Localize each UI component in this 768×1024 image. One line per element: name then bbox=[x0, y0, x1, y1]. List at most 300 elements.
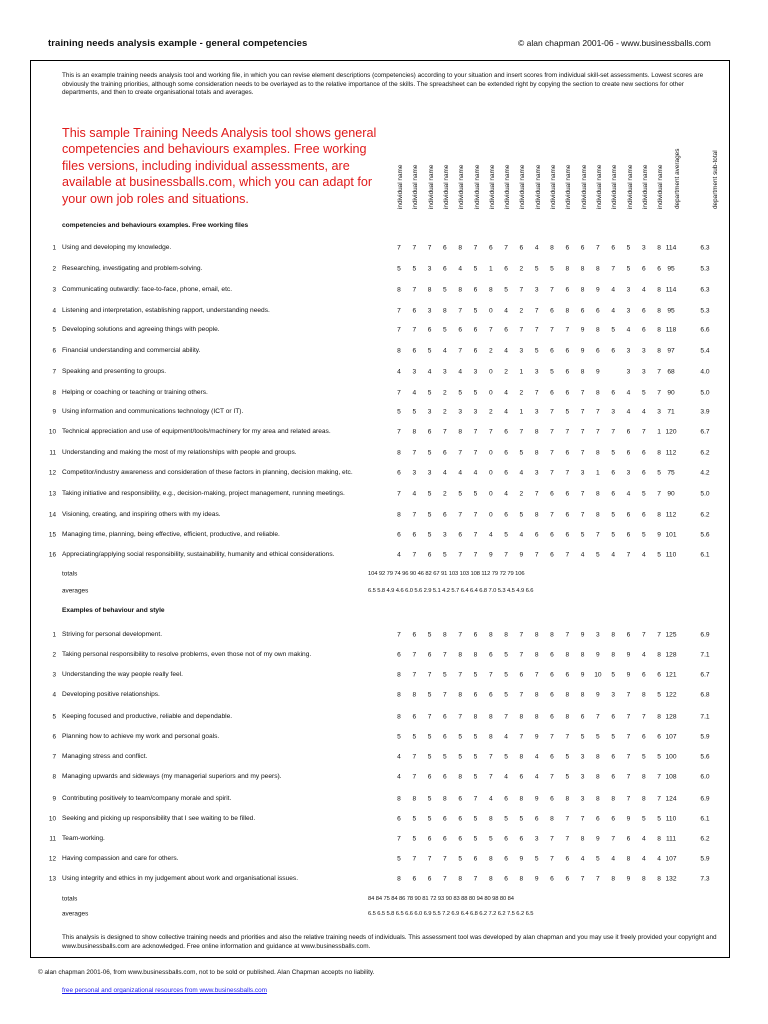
score-cell[interactable]: 4 bbox=[443, 347, 447, 355]
score-cell[interactable]: 9 bbox=[580, 671, 585, 679]
score-cell[interactable]: 5 bbox=[657, 691, 661, 699]
score-cell[interactable]: 5 bbox=[504, 531, 508, 539]
score-cell[interactable]: 7 bbox=[565, 815, 570, 823]
score-cell[interactable]: 3 bbox=[427, 408, 432, 416]
score-cell[interactable]: 1 bbox=[596, 469, 600, 477]
score-cell[interactable]: 5 bbox=[504, 286, 508, 294]
score-cell[interactable]: 5 bbox=[657, 815, 661, 823]
score-cell[interactable]: 8 bbox=[565, 795, 570, 803]
score-cell[interactable]: 6 bbox=[534, 531, 539, 539]
score-cell[interactable]: 5 bbox=[458, 490, 463, 498]
score-cell[interactable]: 3 bbox=[427, 469, 432, 477]
score-cell[interactable]: 7 bbox=[397, 307, 401, 315]
score-cell[interactable]: 8 bbox=[473, 651, 478, 659]
score-cell[interactable]: 6 bbox=[412, 307, 417, 315]
score-cell[interactable]: 7 bbox=[473, 795, 478, 803]
score-cell[interactable]: 6 bbox=[611, 713, 616, 721]
score-cell[interactable]: 2 bbox=[443, 490, 447, 498]
score-cell[interactable]: 6 bbox=[565, 511, 570, 519]
score-cell[interactable]: 4 bbox=[641, 651, 646, 659]
score-cell[interactable]: 7 bbox=[550, 428, 554, 436]
score-cell[interactable]: 6 bbox=[488, 244, 493, 252]
score-cell[interactable]: 5 bbox=[504, 815, 508, 823]
score-cell[interactable]: 4 bbox=[412, 490, 417, 498]
score-cell[interactable]: 2 bbox=[519, 490, 524, 498]
score-cell[interactable]: 3 bbox=[626, 469, 631, 477]
score-cell[interactable]: 8 bbox=[412, 691, 417, 699]
score-cell[interactable]: 7 bbox=[534, 307, 539, 315]
score-cell[interactable]: 8 bbox=[397, 347, 401, 355]
score-cell[interactable]: 8 bbox=[488, 713, 493, 721]
score-cell[interactable]: 5 bbox=[412, 265, 417, 273]
score-cell[interactable]: 7 bbox=[412, 855, 417, 863]
score-cell[interactable]: 6 bbox=[427, 551, 432, 559]
score-cell[interactable]: 6 bbox=[550, 875, 554, 883]
score-cell[interactable]: 5 bbox=[427, 449, 432, 457]
score-cell[interactable]: 8 bbox=[534, 449, 539, 457]
score-cell[interactable]: 4 bbox=[519, 469, 524, 477]
score-cell[interactable]: 3 bbox=[611, 691, 616, 699]
score-cell[interactable]: 3 bbox=[580, 469, 585, 477]
score-cell[interactable]: 5 bbox=[473, 773, 478, 781]
score-cell[interactable]: 6 bbox=[611, 244, 616, 252]
score-cell[interactable]: 7 bbox=[596, 713, 600, 721]
score-cell[interactable]: 7 bbox=[611, 835, 616, 843]
score-cell[interactable]: 5 bbox=[550, 265, 554, 273]
score-cell[interactable]: 5 bbox=[427, 511, 432, 519]
score-cell[interactable]: 6 bbox=[443, 449, 447, 457]
score-cell[interactable]: 6 bbox=[565, 244, 570, 252]
score-cell[interactable]: 3 bbox=[412, 469, 417, 477]
score-cell[interactable]: 7 bbox=[473, 875, 478, 883]
score-cell[interactable]: 5 bbox=[458, 855, 463, 863]
score-cell[interactable]: 4 bbox=[626, 490, 631, 498]
score-cell[interactable]: 0 bbox=[488, 389, 493, 397]
score-cell[interactable]: 5 bbox=[458, 389, 463, 397]
score-cell[interactable]: 5 bbox=[458, 753, 463, 761]
score-cell[interactable]: 6 bbox=[596, 347, 600, 355]
score-cell[interactable]: 8 bbox=[611, 631, 616, 639]
score-cell[interactable]: 7 bbox=[397, 631, 401, 639]
score-cell[interactable]: 6 bbox=[641, 511, 646, 519]
score-cell[interactable]: 2 bbox=[519, 307, 524, 315]
score-cell[interactable]: 7 bbox=[626, 691, 631, 699]
score-cell[interactable]: 6 bbox=[443, 713, 447, 721]
score-cell[interactable]: 6 bbox=[473, 691, 478, 699]
score-cell[interactable]: 6 bbox=[504, 428, 508, 436]
score-cell[interactable]: 6 bbox=[550, 347, 554, 355]
score-cell[interactable]: 6 bbox=[519, 835, 524, 843]
score-cell[interactable]: 8 bbox=[596, 449, 600, 457]
score-cell[interactable]: 2 bbox=[443, 389, 447, 397]
score-cell[interactable]: 7 bbox=[443, 855, 447, 863]
score-cell[interactable]: 3 bbox=[427, 307, 432, 315]
score-cell[interactable]: 6 bbox=[641, 449, 646, 457]
score-cell[interactable]: 8 bbox=[550, 631, 554, 639]
score-cell[interactable]: 5 bbox=[580, 531, 585, 539]
score-cell[interactable]: 8 bbox=[397, 449, 401, 457]
score-cell[interactable]: 4 bbox=[504, 408, 508, 416]
score-cell[interactable]: 6 bbox=[458, 531, 463, 539]
score-cell[interactable]: 9 bbox=[626, 651, 631, 659]
score-cell[interactable]: 5 bbox=[550, 368, 554, 376]
score-cell[interactable]: 6 bbox=[611, 389, 616, 397]
score-cell[interactable]: 7 bbox=[534, 551, 539, 559]
score-cell[interactable]: 8 bbox=[580, 651, 585, 659]
score-cell[interactable]: 5 bbox=[626, 265, 631, 273]
score-cell[interactable]: 6 bbox=[519, 671, 524, 679]
score-cell[interactable]: 7 bbox=[641, 713, 646, 721]
score-cell[interactable]: 7 bbox=[596, 244, 600, 252]
score-cell[interactable]: 5 bbox=[397, 855, 401, 863]
score-cell[interactable]: 7 bbox=[657, 631, 661, 639]
score-cell[interactable]: 8 bbox=[519, 795, 524, 803]
score-cell[interactable]: 4 bbox=[626, 326, 631, 334]
score-cell[interactable]: 7 bbox=[473, 551, 478, 559]
score-cell[interactable]: 6 bbox=[550, 713, 554, 721]
score-cell[interactable]: 8 bbox=[534, 691, 539, 699]
score-cell[interactable]: 6 bbox=[626, 449, 631, 457]
score-cell[interactable]: 8 bbox=[550, 244, 554, 252]
score-cell[interactable]: 7 bbox=[397, 326, 401, 334]
score-cell[interactable]: 7 bbox=[580, 389, 585, 397]
score-cell[interactable]: 8 bbox=[412, 428, 417, 436]
score-cell[interactable]: 7 bbox=[488, 753, 493, 761]
score-cell[interactable]: 8 bbox=[397, 671, 401, 679]
score-cell[interactable]: 9 bbox=[626, 671, 631, 679]
score-cell[interactable]: 7 bbox=[580, 511, 585, 519]
score-cell[interactable]: 8 bbox=[611, 875, 616, 883]
score-cell[interactable]: 7 bbox=[504, 551, 508, 559]
score-cell[interactable]: 0 bbox=[488, 490, 493, 498]
score-cell[interactable]: 6 bbox=[657, 671, 661, 679]
score-cell[interactable]: 4 bbox=[504, 389, 508, 397]
score-cell[interactable]: 5 bbox=[427, 389, 432, 397]
score-cell[interactable]: 9 bbox=[534, 875, 539, 883]
score-cell[interactable]: 8 bbox=[657, 835, 661, 843]
score-cell[interactable]: 8 bbox=[504, 631, 508, 639]
score-cell[interactable]: 7 bbox=[412, 449, 417, 457]
score-cell[interactable]: 5 bbox=[611, 449, 616, 457]
score-cell[interactable]: 8 bbox=[534, 651, 539, 659]
score-cell[interactable]: 7 bbox=[458, 551, 463, 559]
score-cell[interactable]: 8 bbox=[657, 307, 661, 315]
score-cell[interactable]: 6 bbox=[550, 389, 554, 397]
score-cell[interactable]: 5 bbox=[641, 490, 646, 498]
score-cell[interactable]: 9 bbox=[534, 795, 539, 803]
score-cell[interactable]: 7 bbox=[550, 469, 554, 477]
score-cell[interactable]: 6 bbox=[473, 631, 478, 639]
score-cell[interactable]: 5 bbox=[443, 286, 447, 294]
score-cell[interactable]: 8 bbox=[534, 713, 539, 721]
score-cell[interactable]: 5 bbox=[641, 815, 646, 823]
score-cell[interactable]: 6 bbox=[626, 531, 631, 539]
score-cell[interactable]: 5 bbox=[427, 531, 432, 539]
score-cell[interactable]: 6 bbox=[504, 875, 508, 883]
score-cell[interactable]: 4 bbox=[641, 835, 646, 843]
score-cell[interactable]: 7 bbox=[443, 651, 447, 659]
score-cell[interactable]: 5 bbox=[611, 511, 616, 519]
score-cell[interactable]: 6 bbox=[626, 631, 631, 639]
score-cell[interactable]: 3 bbox=[580, 773, 585, 781]
score-cell[interactable]: 3 bbox=[534, 835, 539, 843]
score-cell[interactable]: 7 bbox=[519, 631, 524, 639]
score-cell[interactable]: 7 bbox=[657, 389, 661, 397]
score-cell[interactable]: 8 bbox=[473, 713, 478, 721]
score-cell[interactable]: 4 bbox=[641, 286, 646, 294]
score-cell[interactable]: 5 bbox=[565, 773, 570, 781]
score-cell[interactable]: 6 bbox=[565, 368, 570, 376]
score-cell[interactable]: 6 bbox=[596, 307, 600, 315]
score-cell[interactable]: 6 bbox=[657, 733, 661, 741]
score-cell[interactable]: 2 bbox=[488, 347, 493, 355]
score-cell[interactable]: 5 bbox=[641, 753, 646, 761]
score-cell[interactable]: 4 bbox=[626, 389, 631, 397]
score-cell[interactable]: 8 bbox=[596, 389, 600, 397]
score-cell[interactable]: 7 bbox=[626, 795, 631, 803]
score-cell[interactable]: 4 bbox=[534, 773, 539, 781]
score-cell[interactable]: 8 bbox=[412, 795, 417, 803]
score-cell[interactable]: 3 bbox=[443, 531, 447, 539]
score-cell[interactable]: 7 bbox=[488, 428, 493, 436]
score-cell[interactable]: 4 bbox=[443, 469, 447, 477]
score-cell[interactable]: 6 bbox=[412, 347, 417, 355]
score-cell[interactable]: 8 bbox=[550, 815, 554, 823]
score-cell[interactable]: 7 bbox=[596, 875, 600, 883]
score-cell[interactable]: 8 bbox=[565, 691, 570, 699]
score-cell[interactable]: 4 bbox=[580, 855, 585, 863]
score-cell[interactable]: 0 bbox=[488, 511, 493, 519]
score-cell[interactable]: 6 bbox=[473, 855, 478, 863]
score-cell[interactable]: 6 bbox=[641, 265, 646, 273]
score-cell[interactable]: 9 bbox=[519, 855, 524, 863]
score-cell[interactable]: 5 bbox=[641, 389, 646, 397]
score-cell[interactable]: 7 bbox=[412, 773, 417, 781]
score-cell[interactable]: 4 bbox=[412, 389, 417, 397]
score-cell[interactable]: 5 bbox=[534, 347, 539, 355]
score-cell[interactable]: 4 bbox=[534, 753, 539, 761]
score-cell[interactable]: 5 bbox=[565, 753, 570, 761]
score-cell[interactable]: 6 bbox=[519, 773, 524, 781]
score-cell[interactable]: 6 bbox=[504, 855, 508, 863]
score-cell[interactable]: 6 bbox=[504, 469, 508, 477]
score-cell[interactable]: 5 bbox=[427, 631, 432, 639]
score-cell[interactable]: 7 bbox=[427, 713, 432, 721]
score-cell[interactable]: 7 bbox=[611, 428, 616, 436]
score-cell[interactable]: 6 bbox=[473, 286, 478, 294]
score-cell[interactable]: 7 bbox=[550, 733, 554, 741]
score-cell[interactable]: 4 bbox=[611, 286, 616, 294]
score-cell[interactable]: 6 bbox=[458, 815, 463, 823]
score-cell[interactable]: 8 bbox=[565, 713, 570, 721]
score-cell[interactable]: 6 bbox=[443, 265, 447, 273]
score-cell[interactable]: 4 bbox=[504, 773, 508, 781]
score-cell[interactable]: 8 bbox=[626, 855, 631, 863]
score-cell[interactable]: 6 bbox=[397, 651, 401, 659]
score-cell[interactable]: 0 bbox=[488, 368, 493, 376]
score-cell[interactable]: 0 bbox=[488, 449, 493, 457]
score-cell[interactable]: 5 bbox=[565, 408, 570, 416]
score-cell[interactable]: 5 bbox=[473, 835, 478, 843]
score-cell[interactable]: 6 bbox=[427, 773, 432, 781]
score-cell[interactable]: 7 bbox=[397, 835, 401, 843]
score-cell[interactable]: 6 bbox=[641, 307, 646, 315]
score-cell[interactable]: 7 bbox=[443, 875, 447, 883]
score-cell[interactable]: 7 bbox=[458, 449, 463, 457]
score-cell[interactable]: 8 bbox=[397, 795, 401, 803]
score-cell[interactable]: 3 bbox=[458, 408, 463, 416]
score-cell[interactable]: 7 bbox=[397, 244, 401, 252]
score-cell[interactable]: 7 bbox=[580, 408, 585, 416]
score-cell[interactable]: 4 bbox=[504, 490, 508, 498]
score-cell[interactable]: 7 bbox=[473, 531, 478, 539]
score-cell[interactable]: 5 bbox=[473, 490, 478, 498]
score-cell[interactable]: 8 bbox=[458, 286, 463, 294]
score-cell[interactable]: 6 bbox=[565, 286, 570, 294]
score-cell[interactable]: 4 bbox=[427, 368, 432, 376]
score-cell[interactable]: 8 bbox=[641, 773, 646, 781]
score-cell[interactable]: 5 bbox=[504, 651, 508, 659]
score-cell[interactable]: 4 bbox=[641, 855, 646, 863]
score-cell[interactable]: 6 bbox=[565, 855, 570, 863]
score-cell[interactable]: 7 bbox=[641, 631, 646, 639]
score-cell[interactable]: 5 bbox=[473, 389, 478, 397]
score-cell[interactable]: 8 bbox=[611, 795, 616, 803]
score-cell[interactable]: 5 bbox=[534, 855, 539, 863]
score-cell[interactable]: 7 bbox=[519, 733, 524, 741]
score-cell[interactable]: 5 bbox=[473, 815, 478, 823]
score-cell[interactable]: 6 bbox=[565, 671, 570, 679]
score-cell[interactable]: 3 bbox=[626, 347, 631, 355]
score-cell[interactable]: 7 bbox=[412, 286, 417, 294]
score-cell[interactable]: 7 bbox=[458, 671, 463, 679]
score-cell[interactable]: 6 bbox=[550, 551, 554, 559]
score-cell[interactable]: 5 bbox=[473, 753, 478, 761]
score-cell[interactable]: 3 bbox=[443, 368, 447, 376]
score-cell[interactable]: 4 bbox=[534, 244, 539, 252]
score-cell[interactable]: 7 bbox=[580, 428, 585, 436]
score-cell[interactable]: 7 bbox=[427, 855, 432, 863]
score-cell[interactable]: 6 bbox=[550, 531, 554, 539]
score-cell[interactable]: 8 bbox=[458, 773, 463, 781]
score-cell[interactable]: 5 bbox=[641, 531, 646, 539]
score-cell[interactable]: 5 bbox=[397, 265, 401, 273]
score-cell[interactable]: 7 bbox=[596, 428, 600, 436]
score-cell[interactable]: 4 bbox=[397, 753, 401, 761]
score-cell[interactable]: 8 bbox=[458, 244, 463, 252]
score-cell[interactable]: 3 bbox=[534, 368, 539, 376]
score-cell[interactable]: 5 bbox=[397, 408, 401, 416]
score-cell[interactable]: 5 bbox=[657, 753, 661, 761]
score-cell[interactable]: 7 bbox=[534, 389, 539, 397]
score-cell[interactable]: 8 bbox=[565, 307, 570, 315]
score-cell[interactable]: 5 bbox=[473, 671, 478, 679]
score-cell[interactable]: 4 bbox=[458, 469, 463, 477]
score-cell[interactable]: 6 bbox=[412, 531, 417, 539]
score-cell[interactable]: 7 bbox=[550, 511, 554, 519]
score-cell[interactable]: 4 bbox=[504, 307, 508, 315]
score-cell[interactable]: 8 bbox=[519, 753, 524, 761]
score-cell[interactable]: 5 bbox=[519, 449, 524, 457]
score-cell[interactable]: 8 bbox=[458, 691, 463, 699]
score-cell[interactable]: 7 bbox=[397, 490, 401, 498]
score-cell[interactable]: 7 bbox=[626, 713, 631, 721]
score-cell[interactable]: 7 bbox=[550, 449, 554, 457]
score-cell[interactable]: 3 bbox=[626, 286, 631, 294]
score-cell[interactable]: 6 bbox=[657, 265, 661, 273]
score-cell[interactable]: 7 bbox=[550, 773, 554, 781]
score-cell[interactable]: 5 bbox=[397, 733, 401, 741]
score-cell[interactable]: 1 bbox=[488, 265, 493, 273]
score-cell[interactable]: 5 bbox=[473, 265, 478, 273]
score-cell[interactable]: 8 bbox=[488, 875, 493, 883]
score-cell[interactable]: 7 bbox=[565, 733, 570, 741]
score-cell[interactable]: 8 bbox=[580, 286, 585, 294]
score-cell[interactable]: 5 bbox=[443, 326, 447, 334]
score-cell[interactable]: 6 bbox=[626, 511, 631, 519]
score-cell[interactable]: 8 bbox=[397, 691, 401, 699]
score-cell[interactable]: 7 bbox=[412, 244, 417, 252]
score-cell[interactable]: 7 bbox=[565, 469, 570, 477]
score-cell[interactable]: 7 bbox=[626, 733, 631, 741]
score-cell[interactable]: 7 bbox=[488, 671, 493, 679]
score-cell[interactable]: 3 bbox=[412, 368, 417, 376]
score-cell[interactable]: 5 bbox=[504, 671, 508, 679]
score-cell[interactable]: 7 bbox=[519, 651, 524, 659]
score-cell[interactable]: 6 bbox=[550, 490, 554, 498]
score-cell[interactable]: 6 bbox=[443, 511, 447, 519]
score-cell[interactable]: 7 bbox=[626, 773, 631, 781]
score-cell[interactable]: 7 bbox=[565, 631, 570, 639]
score-cell[interactable]: 6 bbox=[550, 753, 554, 761]
score-cell[interactable]: 7 bbox=[443, 691, 447, 699]
score-cell[interactable]: 7 bbox=[580, 875, 585, 883]
score-cell[interactable]: 6 bbox=[412, 713, 417, 721]
score-cell[interactable]: 6 bbox=[565, 531, 570, 539]
score-cell[interactable]: 7 bbox=[565, 551, 570, 559]
score-cell[interactable]: 6 bbox=[397, 815, 401, 823]
score-cell[interactable]: 9 bbox=[596, 651, 600, 659]
score-cell[interactable]: 7 bbox=[412, 753, 417, 761]
score-cell[interactable]: 3 bbox=[534, 286, 539, 294]
score-cell[interactable]: 6 bbox=[550, 307, 554, 315]
score-cell[interactable]: 7 bbox=[596, 408, 600, 416]
score-cell[interactable]: 5 bbox=[488, 835, 493, 843]
score-cell[interactable]: 8 bbox=[657, 875, 661, 883]
score-cell[interactable]: 6 bbox=[611, 469, 616, 477]
score-cell[interactable]: 2 bbox=[488, 408, 493, 416]
score-cell[interactable]: 5 bbox=[626, 244, 631, 252]
score-cell[interactable]: 6 bbox=[427, 326, 432, 334]
score-cell[interactable]: 5 bbox=[427, 490, 432, 498]
score-cell[interactable]: 4 bbox=[580, 551, 585, 559]
score-cell[interactable]: 9 bbox=[626, 815, 631, 823]
score-cell[interactable]: 6 bbox=[443, 773, 447, 781]
score-cell[interactable]: 3 bbox=[626, 307, 631, 315]
score-cell[interactable]: 6 bbox=[458, 835, 463, 843]
score-cell[interactable]: 7 bbox=[534, 671, 539, 679]
score-cell[interactable]: 3 bbox=[473, 368, 478, 376]
score-cell[interactable]: 5 bbox=[611, 733, 616, 741]
score-cell[interactable]: 8 bbox=[397, 511, 401, 519]
score-cell[interactable]: 5 bbox=[596, 551, 600, 559]
score-cell[interactable]: 7 bbox=[580, 490, 585, 498]
score-cell[interactable]: 7 bbox=[473, 428, 478, 436]
score-cell[interactable]: 7 bbox=[626, 753, 631, 761]
score-cell[interactable]: 6 bbox=[565, 347, 570, 355]
score-cell[interactable]: 9 bbox=[580, 326, 585, 334]
score-cell[interactable]: 8 bbox=[580, 368, 585, 376]
